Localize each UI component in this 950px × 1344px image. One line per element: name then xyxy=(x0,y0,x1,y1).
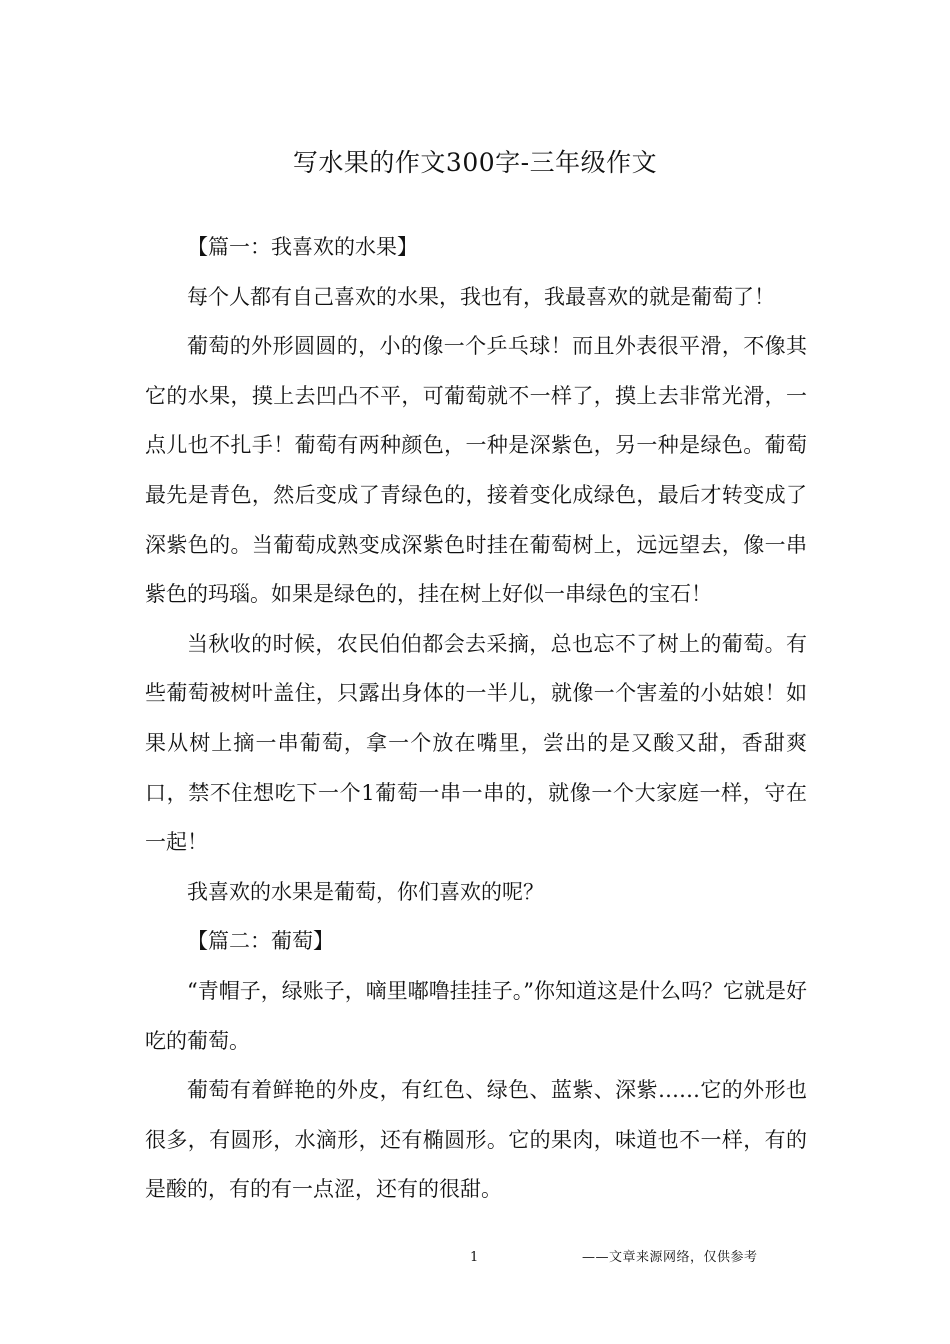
document-title: 写水果的作文300字-三年级作文 xyxy=(292,148,658,177)
section-heading-2: 【篇二：葡萄】 xyxy=(187,929,334,954)
paragraph-1: 每个人都有自己喜欢的水果，我也有，我最喜欢的就是葡萄了！ xyxy=(187,284,775,309)
paragraph-4: 我喜欢的水果是葡萄，你们喜欢的呢？ xyxy=(187,879,544,904)
paragraph-3: 当秋收的时候，农民伯伯都会去采摘，总也忘不了树上的葡萄。有些葡萄被树叶盖住，只露出身体的一半儿，就像一个害羞的小姑娘！如果从树上摘一串葡萄，拿一个放在嘴里，尝出的是又酸又甜，香甜爽口，禁不住想吃下一个1葡萄一串一串的，就像一个大家庭一样，守在一起！ xyxy=(145,631,807,855)
section-heading-1: 【篇一：我喜欢的水果】 xyxy=(187,235,418,259)
source-note: ——文章来源网络，仅供参考 xyxy=(582,1250,758,1265)
paragraph-2: 葡萄的外形圆圆的，小的像一个乒乓球！而且外表很平滑，不像其它的水果，摸上去凹凸不平，可葡萄就不一样了，摸上去非常光滑，一点儿也不扎手！葡萄有两种颜色，一种是深紫色，另一种是绿色。葡萄最先是青色，然后变成了青绿色的，接着变化成绿色，最后才转变成了深紫色的。当葡萄成熟变成深紫色时挂在葡萄树上，远远望去，像一串紫色的玛瑙。如果是绿色的，挂在树上好似一串绿色的宝石！ xyxy=(145,334,807,607)
paragraph-6: 葡萄有着鲜艳的外皮，有红色、绿色、蓝紫、深紫……它的外形也很多，有圆形，水滴形，还有椭圆形。它的果肉，味道也不一样，有的是酸的，有的有一点涩，还有的很甜。 xyxy=(145,1078,807,1202)
paragraph-5: “青帽子，绿账子，嘀里嘟噜挂挂子。”你知道这是什么吗？它就是好吃的葡萄。 xyxy=(145,978,807,1053)
page-number: 1 xyxy=(470,1250,479,1265)
document-body xyxy=(145,223,807,1215)
